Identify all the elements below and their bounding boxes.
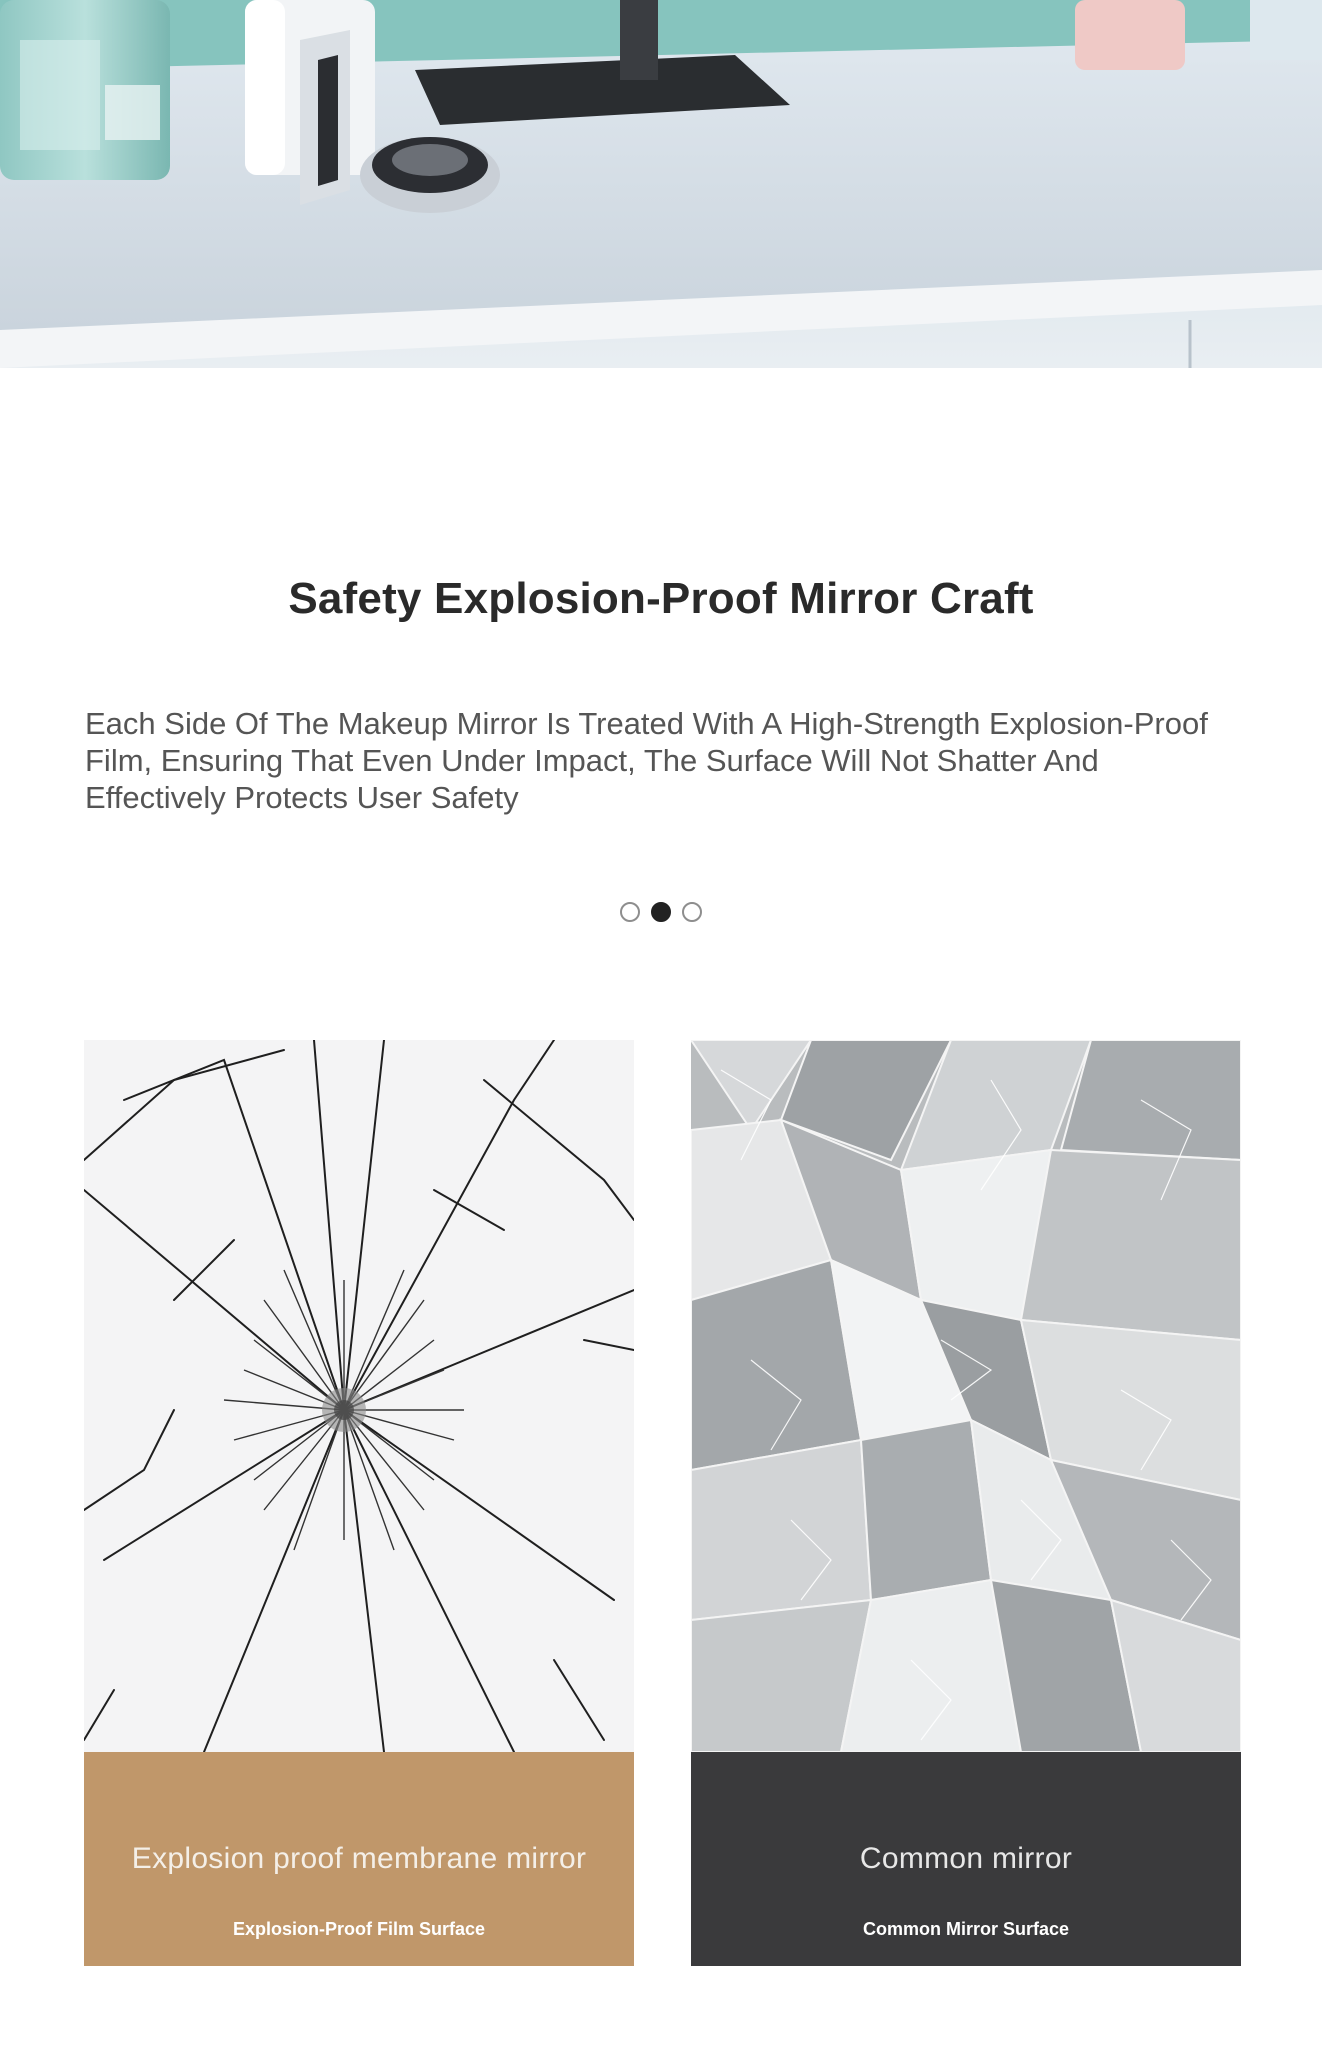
explosion-proof-label-band	[84, 1752, 634, 1966]
section-description: Each Side Of The Makeup Mirror Is Treated With A High-Strength Explosion-Proof Film, Ensuring That Even Under Impact, The Surface Will Not Shatter And Effectively Protects User Safety	[85, 706, 1208, 815]
common-mirror-label-band	[691, 1752, 1241, 1966]
carousel-dot-3[interactable]	[682, 902, 702, 922]
explosion-proof-caption: Explosion-Proof Film Surface	[232, 1919, 486, 1939]
explosion-proof-label: Explosion proof membrane mirror	[131, 1842, 587, 1875]
carousel-dot-1[interactable]	[620, 902, 640, 922]
vanity-desk-illustration	[0, 0, 1322, 368]
shattered-glass-icon	[691, 1040, 1241, 1752]
shattered-glass-image	[691, 1040, 1241, 1752]
explosion-proof-card	[84, 1040, 634, 1966]
hero-product-photo	[0, 0, 1322, 368]
cracked-glass-image	[84, 1040, 634, 1752]
common-mirror-card	[691, 1040, 1241, 1966]
section-title: Safety Explosion-Proof Mirror Craft	[288, 574, 1034, 623]
common-mirror-label: Common mirror	[859, 1842, 1073, 1875]
cracked-glass-icon	[84, 1040, 634, 1752]
common-mirror-caption: Common Mirror Surface	[862, 1919, 1070, 1939]
carousel-dot-2-active[interactable]	[651, 902, 671, 922]
carousel-indicator	[0, 902, 1322, 922]
